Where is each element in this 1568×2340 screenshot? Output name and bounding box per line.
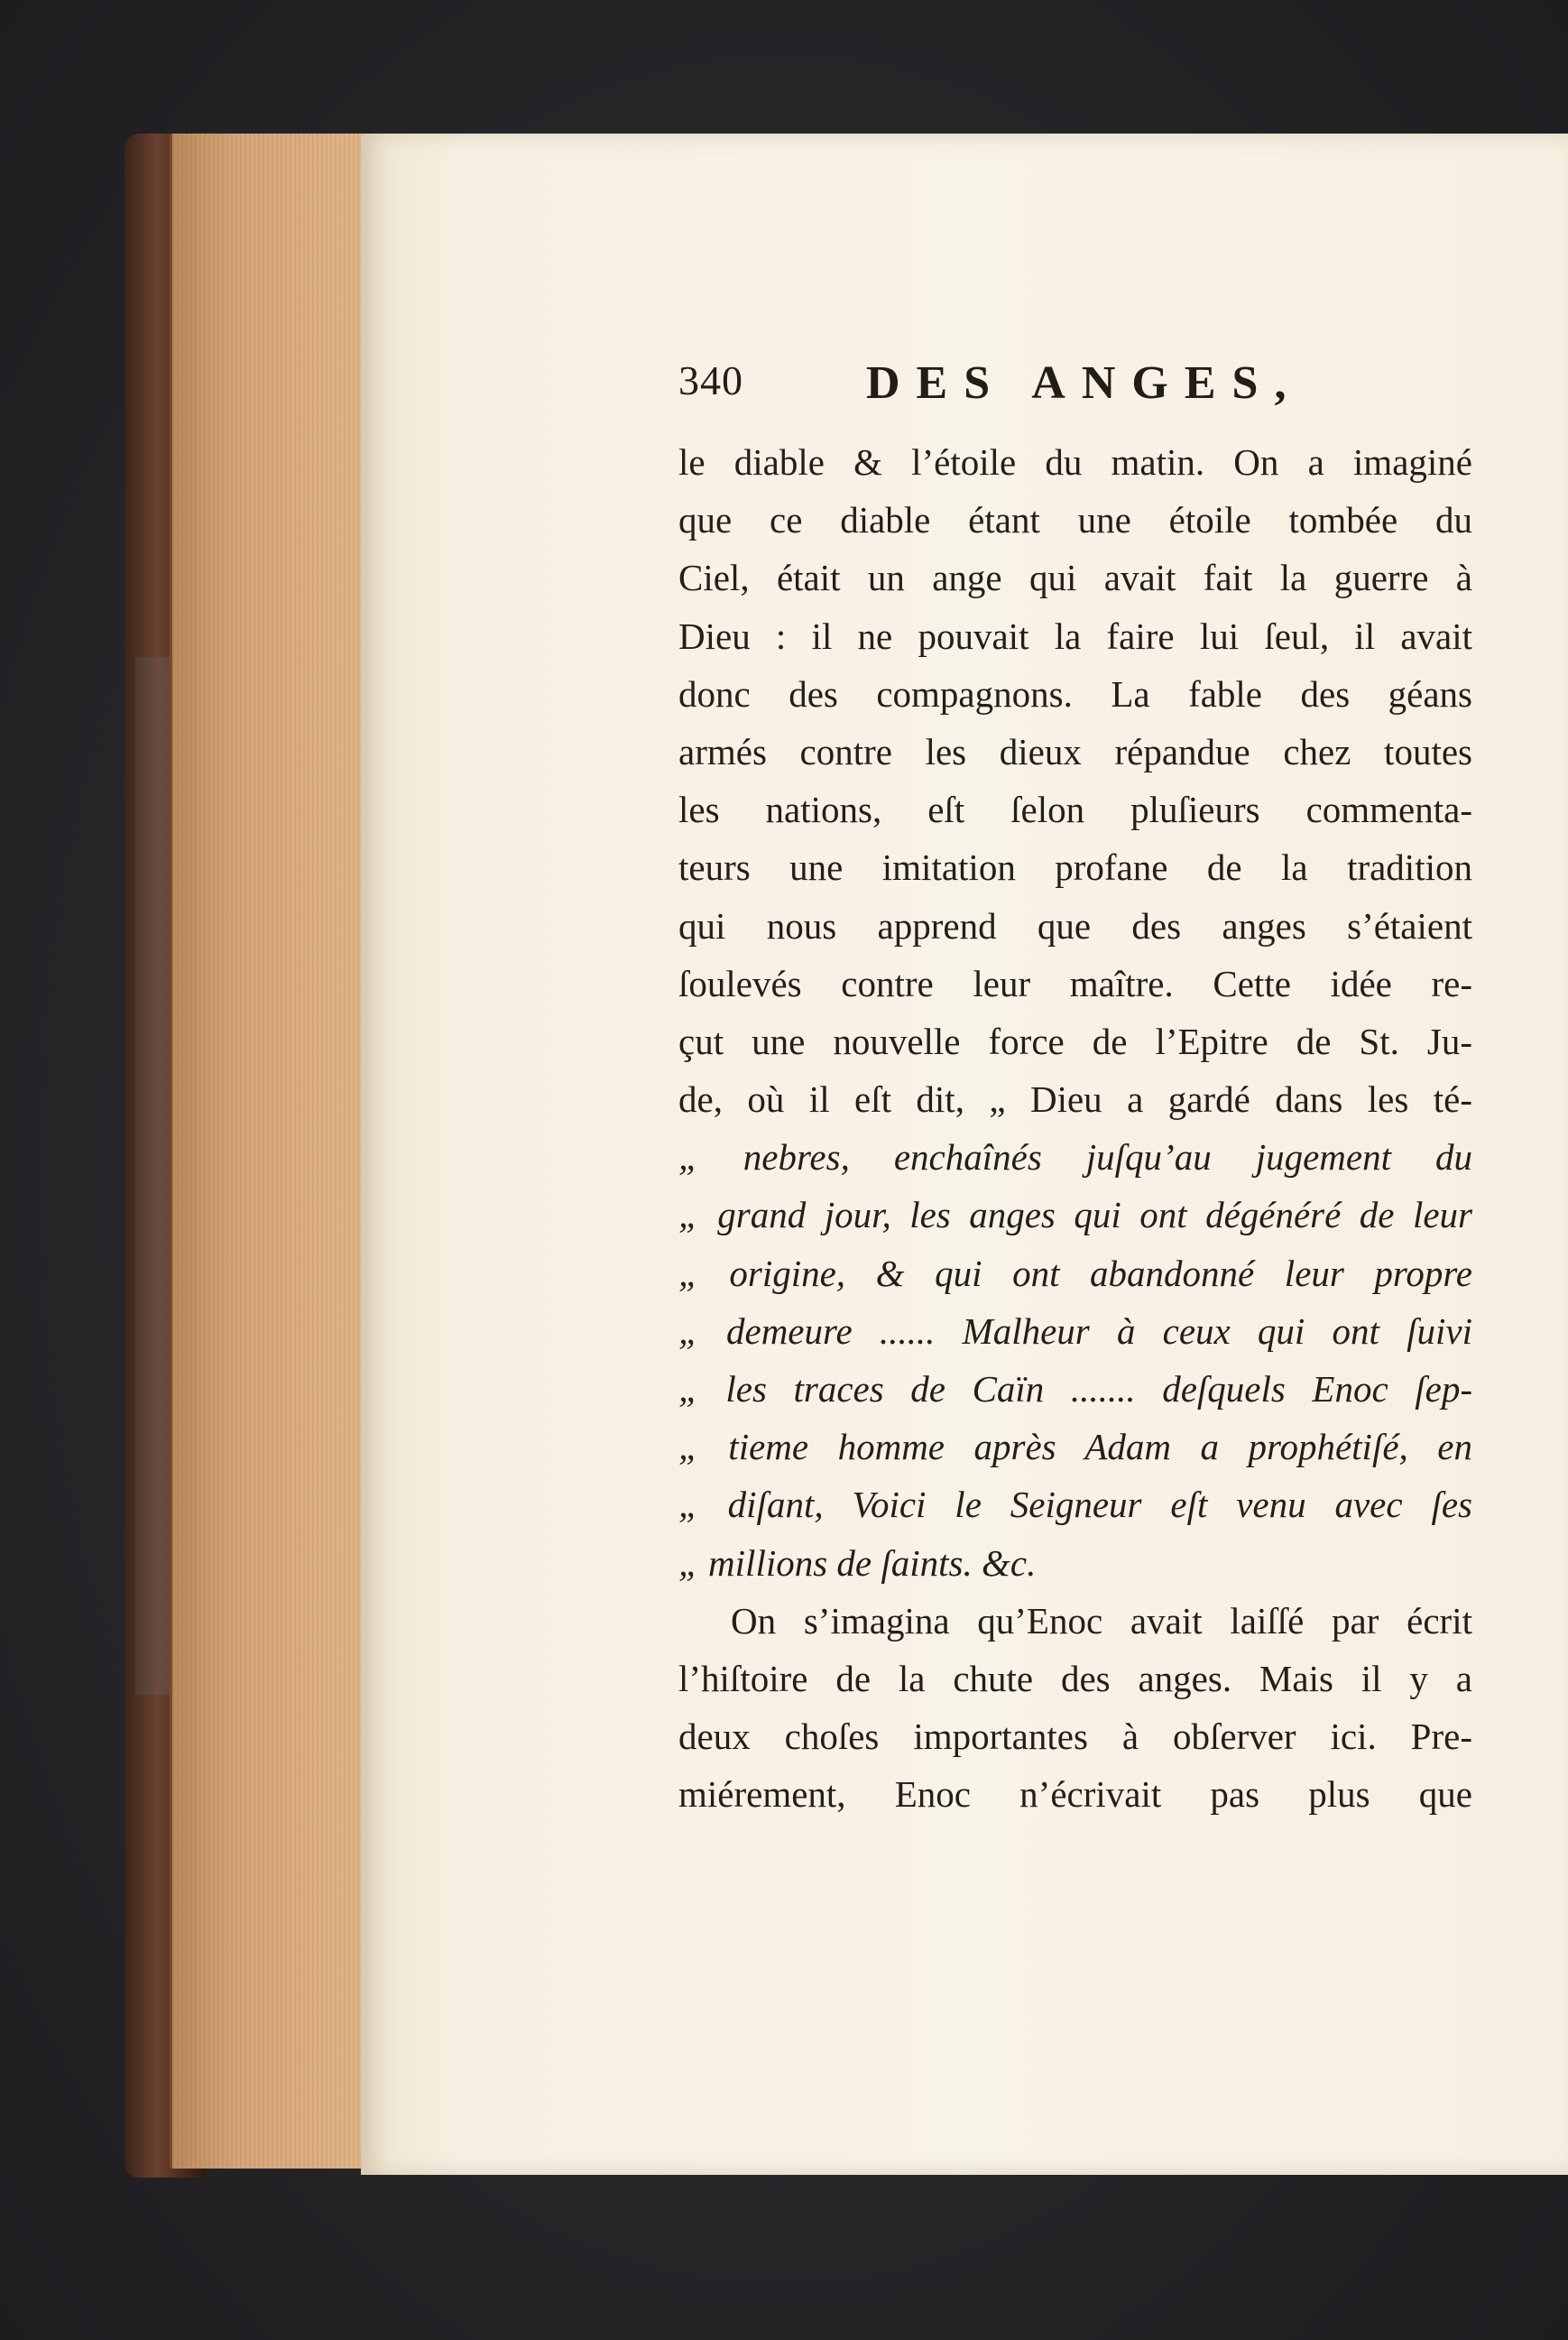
page-header [678, 356, 1472, 411]
text-line: Dieu : il ne pouvait la faire lui ſeul, il avait [678, 615, 1472, 657]
page-number: 340 [678, 357, 743, 403]
quote-line: „ nebres, enchaînés juſqu’au jugement du [678, 1136, 1472, 1179]
quote-line: „ les traces de Caïn ....... deſquels Enoc ſep- [678, 1368, 1472, 1410]
text-line: les nations, eſt ſelon pluſieurs commenta- [678, 789, 1472, 831]
quote-line: „ grand jour, les anges qui ont dégénéré de leur [678, 1194, 1472, 1236]
text-line: de, où il eſt dit, „ Dieu a gardé dans les té- [678, 1078, 1472, 1121]
quote-line: „ millions de ſaints. &c. [678, 1541, 1037, 1584]
quote-line: „ demeure ...... Malheur à ceux qui ont ſuivi [678, 1309, 1472, 1352]
quote-line: „ diſant, Voici le Seigneur eſt venu avec ſes [678, 1484, 1472, 1526]
text-line: armés contre les dieux répandue chez toutes [678, 730, 1472, 772]
running-title: DES ANGES, [866, 357, 1303, 409]
quote-line: „ tieme homme après Adam a prophétiſé, en [678, 1426, 1472, 1468]
text-line: çut une nouvelle force de l’Epitre de St. Ju- [678, 1020, 1472, 1062]
text-line: On s’imagina qu’Enoc avait laiſſé par écrit [731, 1599, 1472, 1642]
text-line: l’hiſtoire de la chute des anges. Mais il y a [678, 1657, 1472, 1699]
text-line: miérement, Enoc n’écrivait pas plus que [678, 1773, 1472, 1816]
text-line: ſoulevés contre leur maître. Cette idée re- [678, 962, 1472, 1004]
quote-line: „ origine, & qui ont abandonné leur propre [678, 1252, 1472, 1294]
text-line: que ce diable étant une étoile tombée du [678, 499, 1472, 541]
text-line: Ciel, était un ange qui avait fait la guerre à [678, 557, 1472, 599]
text-line: donc des compagnons. La fable des géans [678, 672, 1472, 715]
text-line: deux choſes importantes à obſerver ici. Pre- [678, 1716, 1472, 1758]
text-line: teurs une imitation profane de la tradition [678, 846, 1472, 889]
text-line: le diable & l’étoile du matin. On a imaginé [678, 441, 1472, 483]
text-line: qui nous apprend que des anges s’étaient [678, 904, 1472, 947]
body-text [678, 433, 1472, 1824]
